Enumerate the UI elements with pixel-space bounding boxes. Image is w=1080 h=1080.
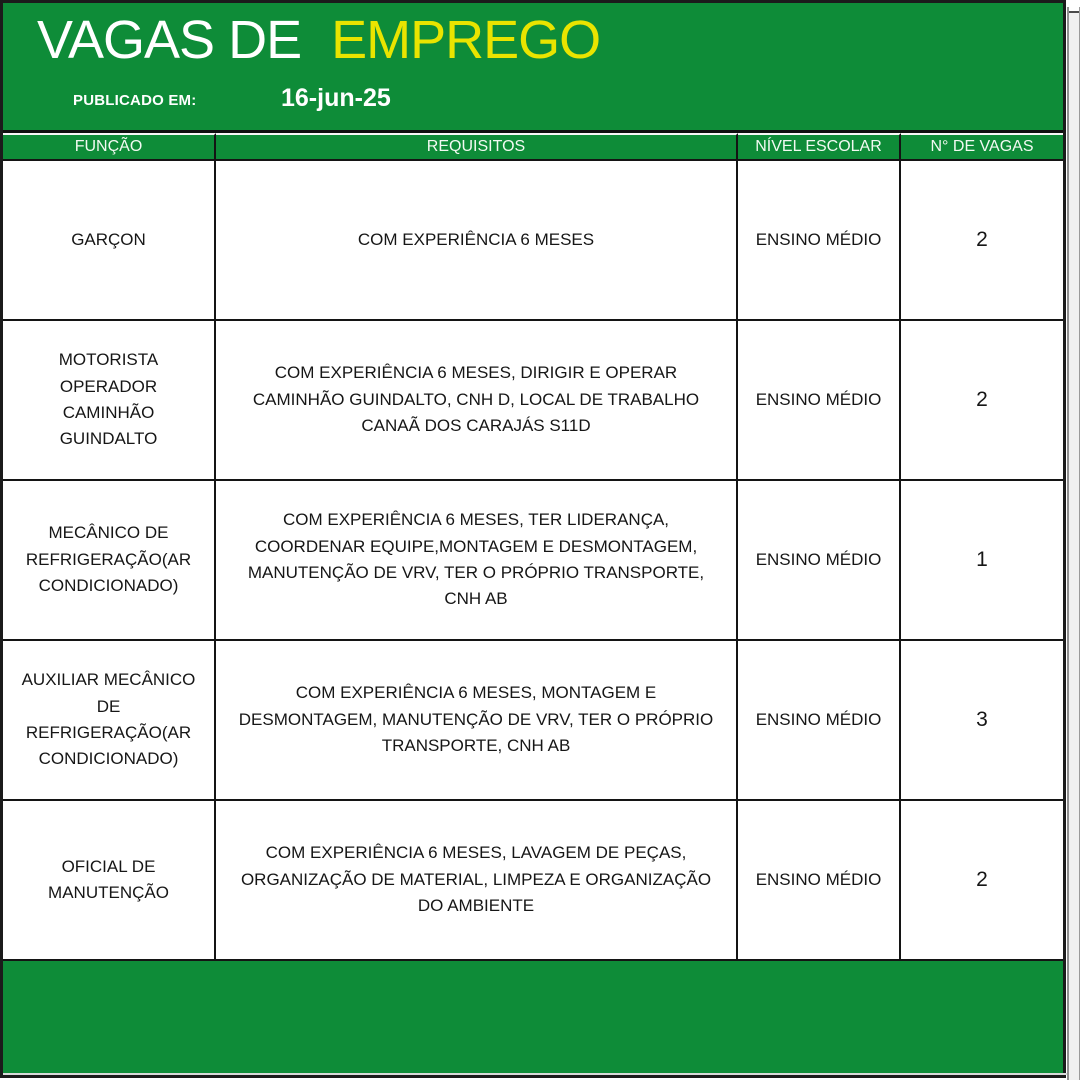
cell-requisitos: COM EXPERIÊNCIA 6 MESES, TER LIDERANÇA, COORDENAR EQUIPE,MONTAGEM E DESMONTAGEM, MANUTENÇÃO DE VRV, TER O PRÓPRIO TRANSPORTE, CNH AB	[216, 481, 738, 639]
footer-band	[3, 961, 1063, 1075]
table-row	[3, 161, 1063, 321]
cell-funcao: MECÂNICO DE REFRIGERAÇÃO(AR CONDICIONADO)	[3, 481, 216, 639]
cell-requisitos: COM EXPERIÊNCIA 6 MESES	[216, 161, 738, 319]
column-header-funcao: FUNÇÃO	[3, 133, 216, 159]
cell-funcao: MOTORISTA OPERADOR CAMINHÃO GUINDALTO	[3, 321, 216, 479]
title-part-white: VAGAS DE	[37, 10, 302, 70]
page-title	[37, 9, 600, 71]
cell-n-de-vagas: 2	[976, 867, 988, 891]
title-part-yellow: EMPREGO	[331, 10, 601, 70]
table-header-row	[3, 133, 1063, 161]
cell-requisitos: COM EXPERIÊNCIA 6 MESES, MONTAGEM E DESMONTAGEM, MANUTENÇÃO DE VRV, TER O PRÓPRIO TRANSPORTE, CNH AB	[216, 641, 738, 799]
cell-funcao: AUXILIAR MECÂNICO DE REFRIGERAÇÃO(AR CONDICIONADO)	[3, 641, 216, 799]
scrollbar-thumb[interactable]	[1069, 11, 1079, 1080]
cell-nivel-escolar: ENSINO MÉDIO	[738, 321, 901, 479]
column-header-n-de-vagas: N° DE VAGAS	[901, 133, 1063, 159]
cell-nivel-escolar: ENSINO MÉDIO	[738, 641, 901, 799]
vertical-scrollbar[interactable]	[1067, 7, 1080, 1080]
table-row	[3, 641, 1063, 801]
table-row	[3, 801, 1063, 961]
published-date: 16-jun-25	[281, 84, 391, 112]
cell-requisitos: COM EXPERIÊNCIA 6 MESES, DIRIGIR E OPERAR CAMINHÃO GUINDALTO, CNH D, LOCAL DE TRABALHO CANAÃ DOS CARAJÁS S11D	[216, 321, 738, 479]
header-banner	[3, 3, 1063, 133]
column-header-requisitos: REQUISITOS	[216, 133, 738, 159]
cell-n-de-vagas: 2	[976, 387, 988, 411]
cell-funcao: OFICIAL DE MANUTENÇÃO	[3, 801, 216, 959]
table-row	[3, 481, 1063, 641]
cell-requisitos: COM EXPERIÊNCIA 6 MESES, LAVAGEM DE PEÇAS, ORGANIZAÇÃO DE MATERIAL, LIMPEZA E ORGANIZAÇÃO DO AMBIENTE	[216, 801, 738, 959]
cell-nivel-escolar: ENSINO MÉDIO	[738, 161, 901, 319]
cell-nivel-escolar: ENSINO MÉDIO	[738, 801, 901, 959]
cell-n-de-vagas: 2	[976, 227, 988, 251]
published-label: PUBLICADO EM:	[73, 92, 197, 109]
table-row	[3, 321, 1063, 481]
column-header-nivel-escolar: NÍVEL ESCOLAR	[738, 133, 901, 159]
cell-n-de-vagas: 1	[976, 547, 988, 571]
cell-nivel-escolar: ENSINO MÉDIO	[738, 481, 901, 639]
cell-n-de-vagas: 3	[976, 707, 988, 731]
bottom-edge-strip	[3, 1073, 1069, 1075]
cell-funcao: GARÇON	[3, 161, 216, 319]
